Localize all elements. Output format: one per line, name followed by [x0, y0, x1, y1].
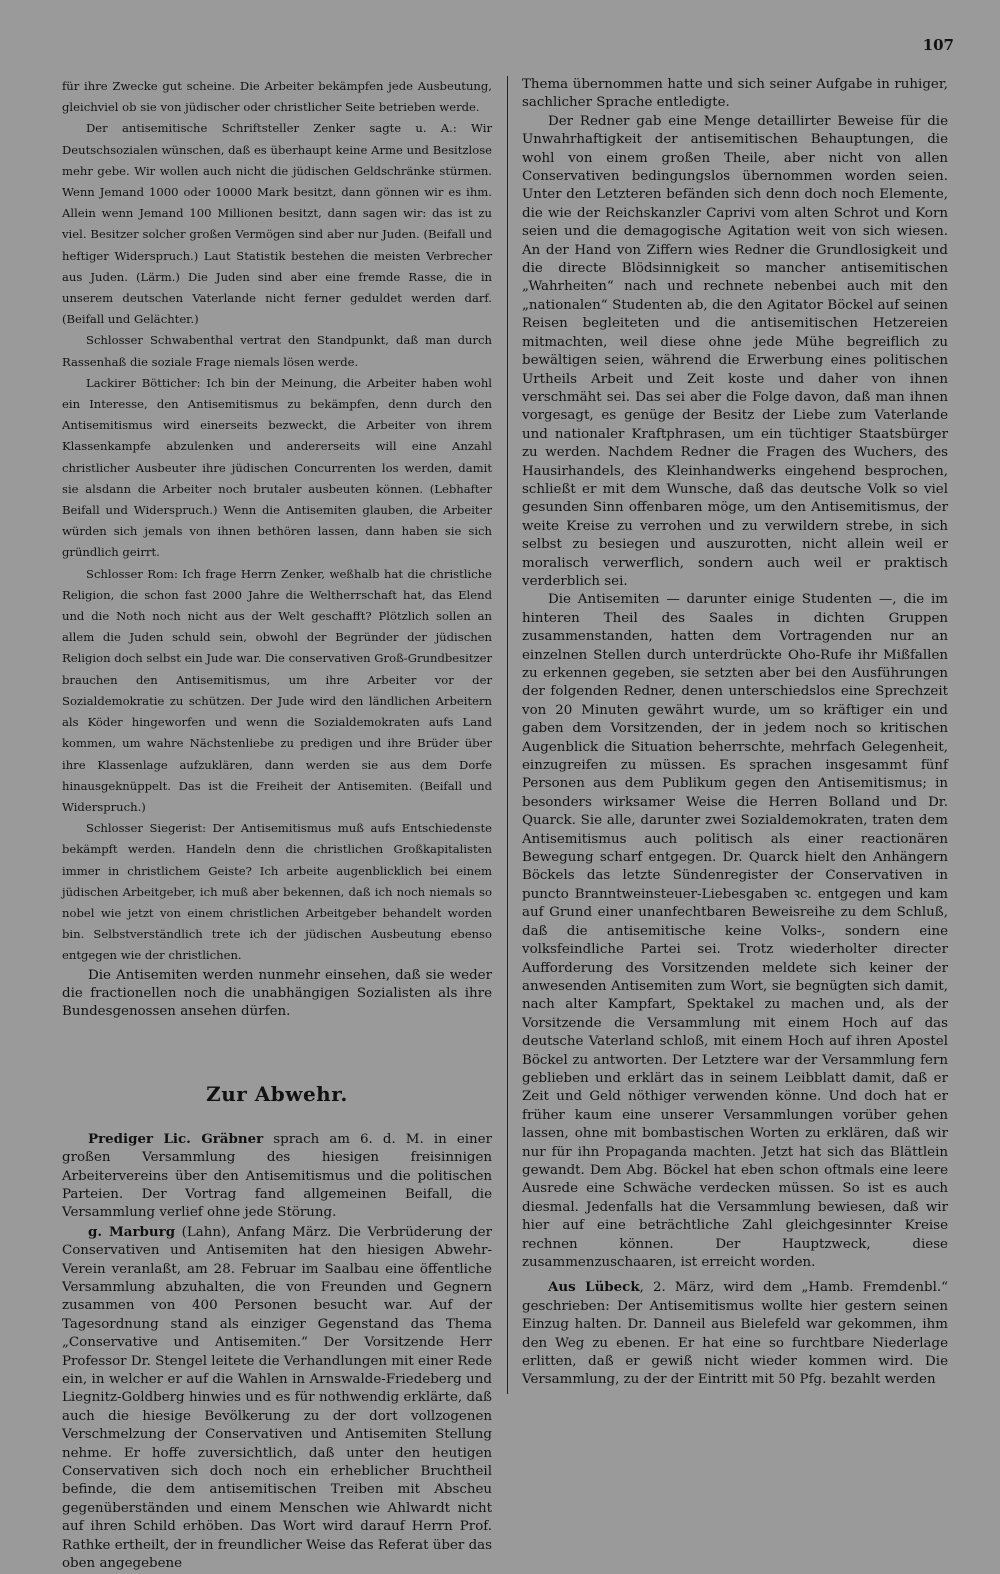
column-divider: [507, 76, 508, 1394]
closing-remark: [62, 967, 492, 1022]
lead-marburg: g. Marburg: [88, 1223, 176, 1240]
section-heading: Zur Abwehr.: [206, 1081, 348, 1106]
abwehr-section: [62, 1130, 492, 1574]
text-luebeck: , 2. März, wird dem „Hamb. Fremdenbl.“ geschrieben: Der Antisemitismus wollte hier gestern seinen Einzug halten. Dr. Danneil aus Bielefeld war gekommen, ihm den Weg zu ebenen. Er hat eine so furchtbare Niederlage erlitten, daß er gewiß nicht wieder kommen wird. Die Versammlung, zu der der Eintritt mit 50 Pfg. bezahlt werden: [522, 1280, 948, 1388]
paragraph-luebeck: [522, 1278, 948, 1389]
paragraph-marburg: [62, 1223, 492, 1574]
page-number: 107: [922, 36, 954, 54]
paragraph: Schlosser Rom: Ich frage Herrn Zenker, weßhalb hat die christliche Religion, die schon fast 2000 Jahre die Weltherrschaft hat, das Elend und die Noth noch nicht aus der Welt geschafft? Plötzlich sollen an allem die Juden schuld sein, obwohl der Begründer der jüdischen Religion doch selbst ein Jude war. Die conservativen Groß-Grundbesitzer brauchen den Antisemitismus, um ihre Arbeiter vor der Sozialdemokratie zu schützen. Der Jude wird den ländlichen Arbeitern als Köder hingeworfen und wenn die Sozialdemokraten aufs Land kommen, um wahre Nächstenliebe zu predigen und ihre Brüder über ihre Klassenlage aufzuklären, dann werden sie aus dem Dorfe hinausgeknüppelt. Das ist die Freiheit der Antisemiten. (Beifall und Widerspruch.): [62, 566, 492, 814]
debate-report: [62, 76, 492, 967]
paragraph: Lackirer Bötticher: Ich bin der Meinung, die Arbeiter haben wohl ein Interesse, den Antisemitismus zu bekämpfen, denn durch den Antisemitismus wird einerseits bezweckt, die Arbeiter von ihrem Klassenkampfe abzulenken und andererseits will eine Anzahl christlicher Ausbeuter ihre jüdischen Concurrenten los werden, damit sie alsdann die Arbeiter noch brutaler ausbeuten können. (Lebhafter Beifall und Widerspruch.) Wenn die Antisemiten glauben, die Arbeiter würden sich jemals von ihnen bethören lassen, dann haben sie sich gründlich geirrt.: [62, 375, 492, 560]
text-marburg: (Lahn), Anfang März. Die Verbrüderung der Conservativen und Antisemiten hat den hiesigen Abwehr-Verein veranlaßt, am 28. Februar im Saalbau eine öffentliche Versammlung abzuhalten, die von Freunden und Gegnern zusammen von 400 Personen besucht war. Auf der Tagesordnung stand als einziger Gegenstand das Thema „Conservative und Antisemiten.“ Der Vorsitzende Herr Professor Dr. Stengel leitete die Verhandlungen mit einer Rede ein, in welcher er auf die Wahlen in Arnswalde-Friedeberg und Liegnitz-Goldberg hinwies und es für nothwendig erklärte, daß auch die hiesige Bevölkerung zu der dort vollzogenen Verschmelzung der Conservativen und Antisemiten Stellung nehme. Er hoffe zuversichtlich, daß unter den heutigen Conservativen sich doch noch ein erheblicher Bruchtheil befinde, die dem antisemitischen Treiben mit Abscheu gegenüberständen und einem Menschen wie Ahlwardt nicht auf ihren Schild erhöben. Das Wort wird darauf Herrn Prof. Rathke ertheilt, der in freundlicher Weise das Referat über das oben angegebene: [62, 1224, 492, 1572]
paragraph: Der antisemitische Schriftsteller Zenker sagte u. A.: Wir Deutschsozialen wünschen, daß es überhaupt keine Arme und Besitzlose mehr gebe. Wir wollen auch nicht die jüdischen Geldschränke stürmen. Wenn Jemand 1000 oder 10000 Mark besitzt, dann gönnen wir es ihm. Allein wenn Jemand 100 Millionen besitzt, dann sagen wir: das ist zu viel. Besitzer solcher großen Vermögen sind aber nur Juden. (Beifall und heftiger Widerspruch.) Laut Statistik bestehen die meisten Verbrecher aus Juden. (Lärm.) Die Juden sind aber eine fremde Rasse, die in unserem deutschen Vaterlande nicht ferner geduldet werden darf. (Beifall und Gelächter.): [62, 121, 492, 327]
lead-graebner: Prediger Lic. Gräbner: [88, 1130, 264, 1147]
paragraph-graebner: [62, 1130, 492, 1223]
paragraph: Die Antisemiten — darunter einige Studenten —, die im hinteren Theil des Saales in dichten Gruppen zusammenstanden, hatten dem Vortragenden nur an einzelnen Stellen durch unterdrückte Oho-Rufe ihr Mißfallen zu erkennen gegeben, sie setzten aber bei den Ausführungen der folgenden Redner, denen unterschiedslos eine Sprechzeit von 20 Minuten gewährt wurde, um so kräftiger ein und gaben dem Vorsitzenden, der in jedem noch so kritischen Augenblick die Situation beherrschte, mehrfach Gelegenheit, einzugreifen zu müssen. Es sprachen insgesammt fünf Personen aus dem Publikum gegen den Antisemitismus; in besonders wirksamer Weise die Herren Bolland und Dr. Quarck. Sie alle, darunter zwei Sozialdemokraten, traten dem Antisemitismus auch politisch als einer reactionären Bewegung scharf entgegen. Dr. Quarck hielt den Anhängern Böckels das letzte Sündenregister der Conservativen in puncto Branntweinsteuer-Liebesgaben ꝛc. entgegen und kam auf Grund einer unanfechtbaren Beweisreihe zu dem Schluß, daß die antisemitische keine Volks-, sondern eine volksfeindliche Partei sei. Trotz wiederholter directer Aufforderung des Vorsitzenden meldete sich keiner der anwesenden Antisemiten zum Wort, sie begnügten sich damit, nach alter Kampfart, Spektakel zu machen und, als der Vorsitzende die Versammlung mit einem Hoch auf das deutsche Vaterland schloß, mit einem Hoch auf ihren Apostel Böckel zu antworten. Der Letztere war der Versammlung fern geblieben und erklärt das in seinem Leibblatt damit, daß er Zeit und Geld nöthiger verwenden könne. Und doch hat er früher kaum eine unserer Versammlungen vorüber gehen lassen, ohne mit bombastischen Worten zu erklären, daß wir nur für ihn Propaganda machten. Jetzt hat sich das Blättlein gewandt. Dem Abg. Böckel hat eben schon oftmals eine leere Ausrede eine Schwäche verdecken müssen. So ist es auch diesmal. Jedenfalls hat die Versammlung bewiesen, daß wir hier auf eine beträchtliche Zahl gleichgesinnter Kreise rechnen können. Der Hauptzweck, diese zusammenzuschaaren, ist erreicht worden.: [522, 592, 948, 1270]
paragraph: Thema übernommen hatte und sich seiner Aufgabe in ruhiger, sachlicher Sprache entledigte.: [522, 77, 948, 111]
right-column: [522, 76, 948, 1390]
paragraph: Der Redner gab eine Menge detaillirter Beweise für die Unwahrhaftigkeit der antisemitischen Behauptungen, die wohl von einem großen Theile, aber nicht von allen Conservativen bedingungslos übernommen worden seien. Unter den Letzteren befänden sich denn doch noch Elemente, die wie der Reichskanzler Caprivi vom alten Schrot und Korn seien und die demagogische Agitation weit von sich wiesen. An der Hand von Ziffern wies Redner die Grundlosigkeit und die directe Blödsinnigkeit so mancher antisemitischen „Wahrheiten“ nach und rechnete nebenbei auch mit den „nationalen“ Studenten ab, die den Agitator Böckel auf seinen Reisen begleiteten und die antisemitischen Hetzereien mitmachten, weil diese ohne jede Mühe begreiflich zu bewältigen seien, während die Erwerbung eines politischen Urtheils Arbeit und Zeit koste und daher von ihnen verschmäht sei. Das sei aber die Folge davon, daß man ihnen vorgesagt, es genüge der Besitz der Liebe zum Vaterlande und nationaler Kraftphrasen, um ein tüchtiger Staatsbürger zu werden. Nachdem Redner die Fragen des Wuchers, des Hausirhandels, des Kleinhandwerks eingehend besprochen, schließt er mit dem Wunsche, daß das deutsche Volk so viel gesunden Sinn offenbaren möge, um den Antisemitismus, der weite Kreise zu verrohen und zu verwildern strebe, in sich selbst zu besiegen und auszurotten, nicht allein weil er moralisch verwerflich, sondern auch weil er praktisch verderblich sei.: [522, 113, 948, 589]
text-graebner: sprach am 6. d. M. in einer großen Versammlung des hiesigen freisinnigen Arbeitervereins über den Antisemitismus und die politischen Parteien. Der Vortrag fand allgemeinen Beifall, die Versammlung verlief ohne jede Störung.: [62, 1131, 492, 1221]
paragraph: Schlosser Siegerist: Der Antisemitismus muß aufs Entschiedenste bekämpft werden. Handeln denn die christlichen Großkapitalisten immer in christlichem Geiste? Ich arbeite augenblicklich bei einem jüdischen Arbeitgeber, ich muß aber bekennen, daß ich noch niemals so nobel wie jetzt von einem christlichen Arbeitgeber behandelt worden bin. Selbstverständlich trete ich der jüdischen Ausbeutung ebenso entgegen wie der christlichen.: [62, 821, 492, 963]
paragraph: Die Antisemiten werden nunmehr einsehen, daß sie weder die fractionellen noch die unabhängigen Sozialisten als ihre Bundesgenossen ansehen dürfen.: [62, 967, 492, 1020]
left-column: [62, 76, 492, 1574]
paragraph: Schlosser Schwabenthal vertrat den Standpunkt, daß man durch Rassenhaß die soziale Frage niemals lösen werde.: [62, 333, 492, 369]
paragraph: für ihre Zwecke gut scheine. Die Arbeiter bekämpfen jede Ausbeutung, gleichviel ob sie von jüdischer oder christlicher Seite betrieben werde.: [62, 79, 492, 115]
lead-luebeck: Aus Lübeck: [548, 1279, 640, 1296]
